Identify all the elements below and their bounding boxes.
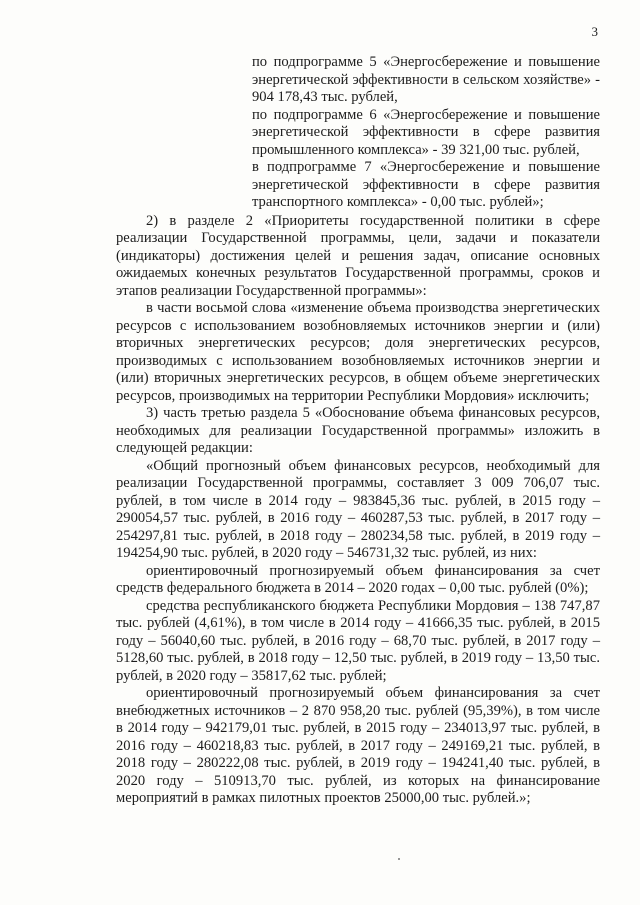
paragraph-total-financing: «Общий прогнозный объем финансовых ресурсов, необходимый для реализации Государственной программы, составляет 3 009 706,07 тыс. рублей, в том числе в 2014 году – 983845,36 тыс. рублей, в 2015 году – 290054,57 тыс. рублей, в 2016 году – 460287,53 тыс. рублей, в 2017 году – 254297,81 тыс. рублей, в 2018 году – 280234,58 тыс. рублей, в 2019 году – 194254,90 тыс. рублей, в 2020 году – 546731,32 тыс. рублей, из них: <box>116 457 600 561</box>
paragraph-section-2: 2) в разделе 2 «Приоритеты государственной политики в сфере реализации Государственной программы, цели, задачи и показатели (индикаторы) достижения целей и решения задач, описание основных ожидаемых конечных результатов Государственной программы, сроков и этапов реализации Государственной программы»: <box>116 212 600 299</box>
paragraph-part-eight: в части восьмой слова «изменение объема производства энергетических ресурсов с использованием возобновляемых источников энергии и (или) вторичных энергетических ресурсов; доля энергетических ресурсов, производимых с использованием возобновляемых источников энергии и (или) вторичных энергетических ресурсов, в общем объеме энергетических ресурсов, производимых на территории Республики Мордовия» исключить; <box>116 300 600 404</box>
document-body <box>116 54 600 808</box>
paragraph-extra-budget: ориентировочный прогнозируемый объем финансирования за счет внебюджетных источников – 2 870 958,20 тыс. рублей (95,39%), в том числе в 2014 году – 942179,01 тыс. рублей, в 2015 году – 234013,97 тыс. рублей, в 2016 году – 460218,83 тыс. рублей, в 2017 году – 249169,21 тыс. рублей, в 2018 году – 280222,08 тыс. рублей, в 2019 году – 194241,40 тыс. рублей, в 2020 году – 510913,70 тыс. рублей, из которых на финансирование мероприятий в рамках пилотных проектов 25000,00 тыс. рублей.»; <box>116 685 600 806</box>
subprogram-5-paragraph: по подпрограмме 5 «Энергосбережение и повышение энергетической эффективности в сельском хозяйстве» - 904 178,43 тыс. рублей, <box>252 54 600 105</box>
subprogram-6-paragraph: по подпрограмме 6 «Энергосбережение и повышение энергетической эффективности в сфере развития промышленного комплекса» - 39 321,00 тыс. рублей, <box>252 106 600 158</box>
subprogram-7-paragraph: в подпрограмме 7 «Энергосбережение и повышение энергетической эффективности в сфере развития транспортного комплекса» - 0,00 тыс. рублей»; <box>252 159 600 210</box>
paragraph-republic-budget: средства республиканского бюджета Республики Мордовия – 138 747,87 тыс. рублей (4,61%), в том числе в 2014 году – 41666,35 тыс. рублей, в 2015 году – 56040,60 тыс. рублей, в 2016 году – 68,70 тыс. рублей, в 2017 году – 5128,60 тыс. рублей, в 2018 году – 12,50 тыс. рублей, в 2019 году – 13,50 тыс. рублей, в 2020 году – 35817,62 тыс. рублей; <box>116 597 600 684</box>
paragraph-federal-budget: ориентировочный прогнозируемый объем финансирования за счет средств федерального бюджета в 2014 – 2020 годах – 0,00 тыс. рублей (0%); <box>116 562 600 596</box>
scan-speck <box>398 858 400 860</box>
paragraph-section-5: 3) часть третью раздела 5 «Обоснование объема финансовых ресурсов, необходимых для реализации Государственной программы» изложить в следующей редакции: <box>116 405 600 456</box>
subprogram-list <box>252 54 600 212</box>
page-number: 3 <box>591 24 598 39</box>
